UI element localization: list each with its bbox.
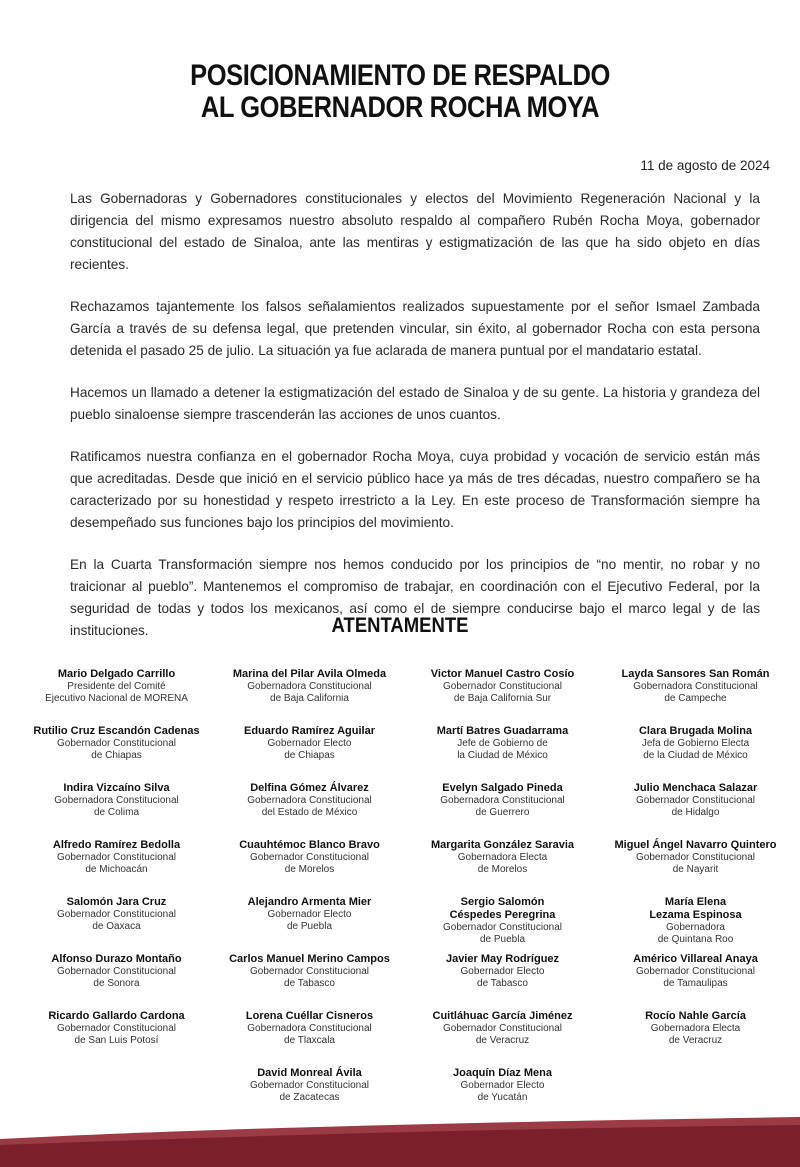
signature-block bbox=[406, 839, 599, 896]
signatory-role: Gobernador Constitucional de Baja California Sur bbox=[443, 681, 562, 704]
title-line-1: POSICIONAMIENTO DE RESPALDO bbox=[190, 59, 610, 92]
signatory-name: Eduardo Ramírez Aguilar bbox=[243, 725, 375, 737]
signatory-name: Layda Sansores San Román bbox=[621, 668, 770, 680]
signature-block bbox=[213, 1010, 406, 1067]
paragraph-4: Ratificamos nuestra confianza en el gobernador Rocha Moya, cuya probidad y vocación de servicio están más que acreditadas. Desde que inició en el servicio público hace ya más de tres décadas, nuestro compañero se ha caracterizado por su honestidad y respeto irrestricto a la Ley. En este proceso de Transformación siempre ha desempeñado sus funciones bajo los principios del movimiento. bbox=[70, 449, 760, 530]
signature-row bbox=[20, 782, 792, 839]
signatory-name: Indira Vizcaíno Silva bbox=[63, 782, 170, 794]
signatory-name: Victor Manuel Castro Cosío bbox=[430, 668, 575, 680]
signatory-role: Gobernadora Constitucional de Campeche bbox=[633, 681, 758, 704]
paragraph-2: Rechazamos tajantemente los falsos señalamientos realizados supuestamente por el señor Ismael Zambada García a través de su defensa legal, que pretenden vincular, sin éxito, al gobernador Rocha con esta persona detenida el pasado 25 de julio. La situación ya fue aclarada de manera puntual por el mandatario estatal. bbox=[70, 299, 760, 358]
paragraph-3: Hacemos un llamado a detener la estigmatización del estado de Sinaloa y de su gente. La historia y grandeza del pueblo sinaloense siempre trascenderán las acciones de unos cuantos. bbox=[70, 385, 760, 422]
signatory-name: Cuauhtémoc Blanco Bravo bbox=[239, 839, 380, 851]
signatory-role: Gobernadora Constitucional de Tlaxcala bbox=[247, 1023, 372, 1046]
signatory-role: Jefa de Gobierno Electa de la Ciudad de México bbox=[641, 738, 750, 761]
signatory-name: Javier May Rodríguez bbox=[445, 953, 560, 965]
signatory-role: Gobernador Constitucional de Michoacán bbox=[57, 852, 176, 875]
signatory-name: Salomón Jara Cruz bbox=[66, 896, 167, 908]
signature-block bbox=[213, 839, 406, 896]
signature-block bbox=[406, 896, 599, 953]
signatory-role: Gobernadora Electa de Morelos bbox=[457, 852, 548, 875]
signatory-name: Rutilio Cruz Escandón Cadenas bbox=[33, 725, 200, 737]
title-line-2: AL GOBERNADOR ROCHA MOYA bbox=[200, 91, 600, 124]
closing-heading: ATENTAMENTE bbox=[331, 614, 469, 637]
signature-block bbox=[406, 782, 599, 839]
signatory-role: Gobernadora Electa de Veracruz bbox=[650, 1023, 741, 1046]
signature-block bbox=[406, 668, 599, 725]
signatory-role: Gobernador Electo de Chiapas bbox=[267, 738, 352, 761]
signatory-name: Ricardo Gallardo Cardona bbox=[48, 1010, 185, 1022]
signature-block bbox=[213, 896, 406, 953]
signatory-name: Sergio Salomón Céspedes Peregrina bbox=[449, 896, 556, 921]
signature-block bbox=[599, 725, 792, 782]
signatory-name: David Monreal Ávila bbox=[257, 1067, 362, 1079]
signatory-role: Gobernadora Constitucional del Estado de México bbox=[247, 795, 372, 818]
signatory-role: Gobernador Constitucional de Zacatecas bbox=[250, 1080, 369, 1103]
signature-block bbox=[213, 782, 406, 839]
signature-block bbox=[599, 896, 792, 953]
signature-row bbox=[20, 668, 792, 725]
signatory-role: Gobernador Electo de Puebla bbox=[267, 909, 352, 932]
signature-block bbox=[213, 953, 406, 1010]
signatory-role: Gobernador Constitucional de Hidalgo bbox=[636, 795, 755, 818]
footer-wave-graphic bbox=[0, 1115, 800, 1167]
signature-block bbox=[20, 839, 213, 896]
signatory-name: Lorena Cuéllar Cisneros bbox=[245, 1010, 374, 1022]
signature-block bbox=[213, 668, 406, 725]
signatory-role: Gobernador Constitucional de Tamaulipas bbox=[636, 966, 755, 989]
signature-block bbox=[406, 1010, 599, 1067]
document-title bbox=[60, 60, 740, 124]
signatory-role: Presidente del Comité Ejecutivo Nacional de MORENA bbox=[45, 681, 188, 704]
signatory-role: Gobernadora Constitucional de Colima bbox=[54, 795, 179, 818]
signatory-name: Américo Villareal Anaya bbox=[633, 953, 758, 965]
signatory-role: Gobernador Constitucional de Chiapas bbox=[57, 738, 176, 761]
signatory-name: Martí Batres Guadarrama bbox=[436, 725, 569, 737]
signatory-name: Rocío Nahle García bbox=[645, 1010, 746, 1022]
signatory-name: Alejandro Armenta Mier bbox=[247, 896, 372, 908]
signatory-name: Delfina Gómez Álvarez bbox=[250, 782, 369, 794]
signatory-role: Gobernador Constitucional de Sonora bbox=[57, 966, 176, 989]
signatory-role: Gobernador Constitucional de Morelos bbox=[250, 852, 369, 875]
signatory-role: Gobernador Constitucional de Nayarit bbox=[636, 852, 755, 875]
signature-block bbox=[599, 668, 792, 725]
signature-block bbox=[20, 1010, 213, 1067]
signature-block bbox=[20, 782, 213, 839]
signature-block bbox=[599, 953, 792, 1010]
signature-row bbox=[20, 953, 792, 1010]
signatory-name: Julio Menchaca Salazar bbox=[633, 782, 758, 794]
signatory-role: Gobernador Constitucional de San Luis Potosí bbox=[57, 1023, 176, 1046]
signature-row bbox=[20, 839, 792, 896]
signature-block bbox=[20, 725, 213, 782]
signatory-role: Gobernadora Constitucional de Baja California bbox=[247, 681, 372, 704]
signatory-name: María Elena Lezama Espinosa bbox=[649, 896, 742, 921]
signatory-name: Margarita González Saravia bbox=[430, 839, 575, 851]
signatory-name: Cuitláhuac García Jiménez bbox=[432, 1010, 573, 1022]
signatory-role: Gobernador Constitucional de Puebla bbox=[443, 922, 562, 945]
signatory-role: Gobernador Constitucional de Veracruz bbox=[443, 1023, 562, 1046]
signature-block bbox=[599, 782, 792, 839]
signature-row bbox=[20, 1010, 792, 1067]
signatory-name: Mario Delgado Carrillo bbox=[57, 668, 176, 680]
paragraph-5: En la Cuarta Transformación siempre nos hemos conducido por los principios de “no mentir, no robar y no traicionar al pueblo”. Mantenemos el compromiso de trabajar, en coordinación con el Ejecutivo Federal, por la seguridad de todas y todos los mexicanos, así como el de siempre conducirse bajo el marco legal y de las instituciones. bbox=[70, 557, 760, 638]
signature-grid bbox=[20, 668, 792, 1124]
signatory-name: Alfonso Durazo Montaño bbox=[51, 953, 182, 965]
document-body bbox=[70, 188, 760, 662]
signature-block bbox=[20, 668, 213, 725]
signature-block bbox=[20, 896, 213, 953]
signatory-name: Evelyn Salgado Pineda bbox=[442, 782, 563, 794]
signatory-name: Alfredo Ramírez Bedolla bbox=[52, 839, 181, 851]
signature-row bbox=[20, 896, 792, 953]
signature-block bbox=[599, 1010, 792, 1067]
signature-block bbox=[599, 839, 792, 896]
footer-wave-decoration bbox=[0, 1115, 800, 1167]
signatory-role: Jefe de Gobierno de la Ciudad de México bbox=[457, 738, 548, 761]
signatory-role: Gobernador Constitucional de Tabasco bbox=[250, 966, 369, 989]
signature-row bbox=[20, 725, 792, 782]
signatory-role: Gobernador Electo de Yucatán bbox=[460, 1080, 545, 1103]
signatory-name: Joaquín Díaz Mena bbox=[452, 1067, 553, 1079]
document-date: 11 de agosto de 2024 bbox=[640, 158, 770, 173]
signatory-role: Gobernador Constitucional de Oaxaca bbox=[57, 909, 176, 932]
signatory-name: Miguel Ángel Navarro Quintero bbox=[614, 839, 777, 851]
signatory-name: Clara Brugada Molina bbox=[638, 725, 753, 737]
signature-block bbox=[406, 725, 599, 782]
signature-block bbox=[20, 953, 213, 1010]
signature-block bbox=[213, 725, 406, 782]
signatory-role: Gobernador Electo de Tabasco bbox=[460, 966, 545, 989]
paragraph-1: Las Gobernadoras y Gobernadores constitucionales y electos del Movimiento Regeneración Nacional y la dirigencia del mismo expresamos nuestro absoluto respaldo al compañero Rubén Rocha Moya, gobernador constitucional del estado de Sinaloa, ante las mentiras y estigmatización de las que ha sido objeto en días recientes. bbox=[70, 191, 760, 272]
signatory-name: Marina del Pilar Avila Olmeda bbox=[232, 668, 387, 680]
signatory-name: Carlos Manuel Merino Campos bbox=[229, 953, 390, 965]
signatory-role: Gobernadora Constitucional de Guerrero bbox=[440, 795, 565, 818]
signatory-role: Gobernadora de Quintana Roo bbox=[657, 922, 734, 945]
signature-block bbox=[406, 953, 599, 1010]
